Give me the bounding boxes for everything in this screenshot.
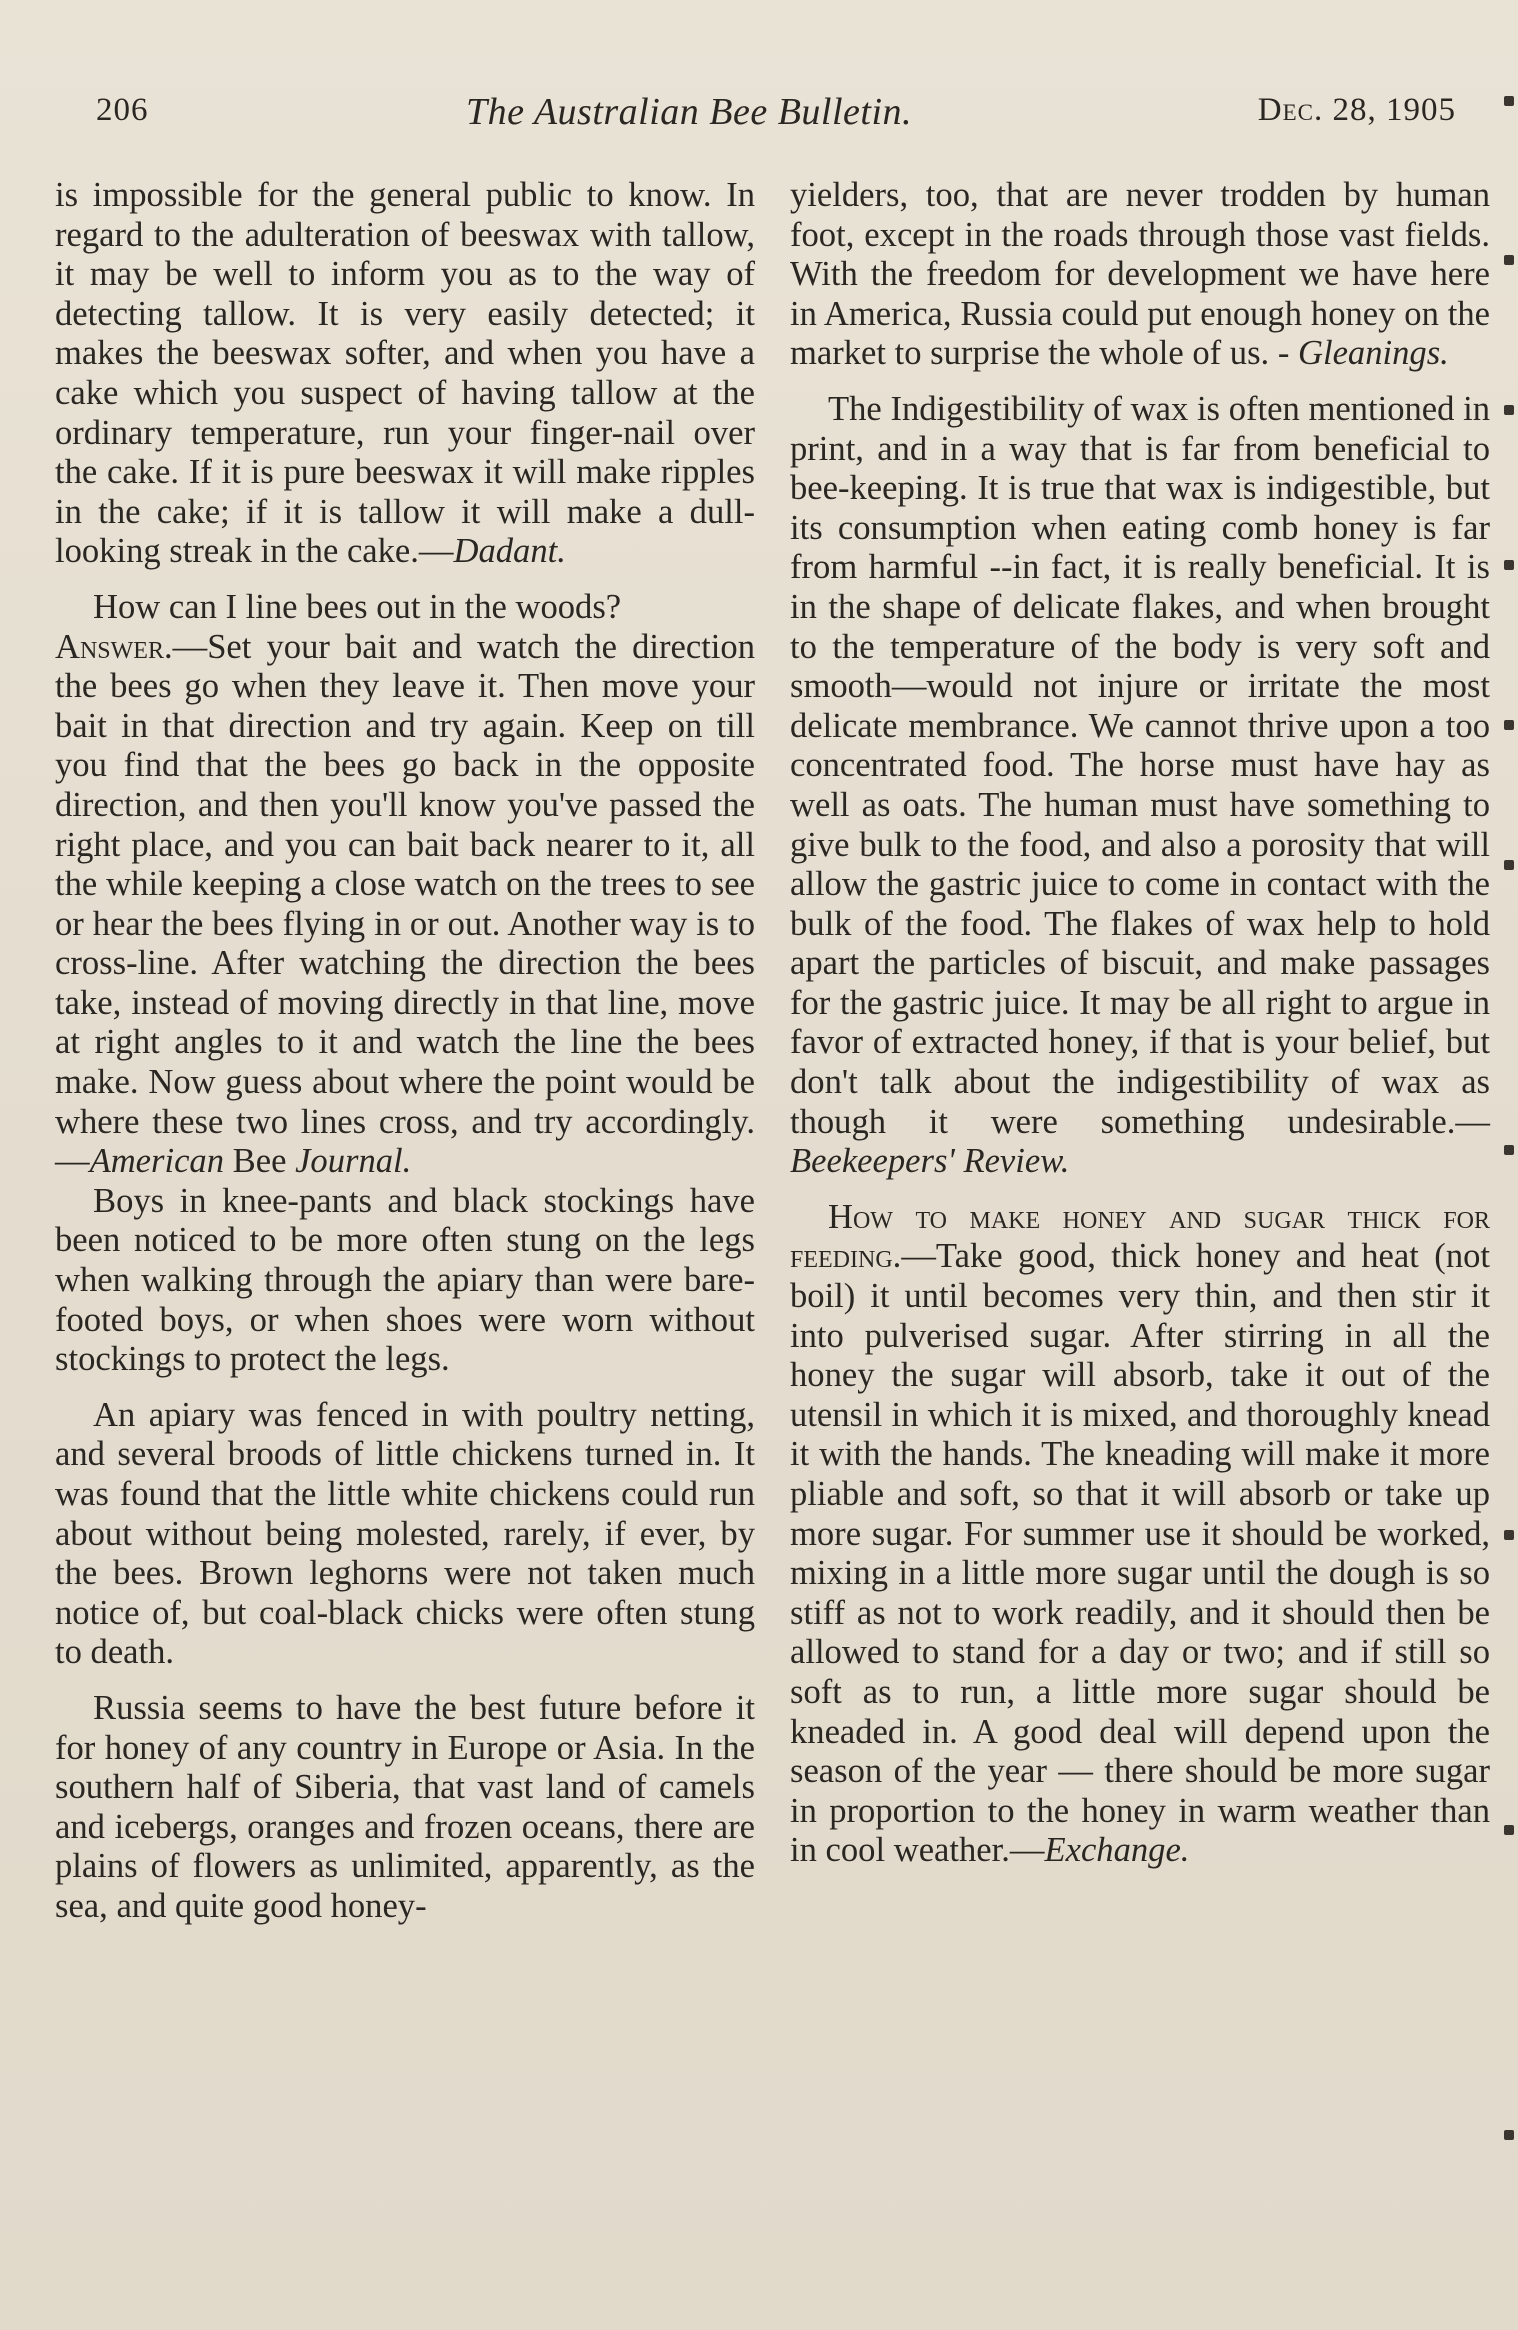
source-exchange: Exchange.: [1044, 1831, 1190, 1870]
answer-label: Answer.: [55, 627, 173, 666]
page-edge-mark: [1504, 860, 1514, 870]
paragraph-wax-indigestibility: The Indigestibility of wax is often mentioned in print, and in a way that is far from beneficial to bee-keeping. It is true that wax is indigestible, but its consumption when eating comb honey is far from harmful --in fact, it is really beneficial. It is in the shape of delicate flakes, and when brought to the temperature of the body is very soft and smooth—would not injure or irritate the most delicate membrance. We cannot thrive upon a too concentrated food. The horse must have hay as well as oats. The human must have something to give bulk to the food, and also a porosity that will allow the gastric juice to come in contact with the bulk of the food. The flakes of wax help to hold apart the particles of biscuit, and make passages for the gastric juice. It may be all right to argue in favor of extracted honey, if that is your belief, but don't talk about the indigestibility of wax as though it were something undesirable.—Beekeepers' Review.: [790, 389, 1490, 1181]
source-beekeepers-review: Beekeepers' Review.: [790, 1142, 1070, 1181]
issue-date: Dec. 28, 1905: [1257, 92, 1456, 128]
paragraph-russia-honey-continued: yielders, too, that are never trodden by human foot, except in the roads through those vast fields. With the freedom for development we have here in America, Russia could put enough honey on the market to surprise the whole of us. - Gleanings.: [790, 176, 1490, 373]
page-edge-mark: [1504, 2130, 1514, 2140]
page-edge-mark: [1504, 96, 1514, 106]
journal-title: The Australian Bee Bulletin.: [466, 91, 913, 133]
paragraph-russia-honey: Russia seems to have the best future before it for honey of any country in Europe or Asia. In the southern half of Siberia, that vast land of camels and icebergs, oranges and frozen oceans, there are plains of flowers as unlimited, apparently, as the sea, and quite good honey-: [55, 1688, 755, 1925]
page-edge-mark: [1504, 1825, 1514, 1835]
source-dadant: Dadant.: [453, 532, 566, 571]
page-edge-mark: [1504, 1145, 1514, 1155]
paragraph-question-lining-bees: How can I line bees out in the woods?: [93, 587, 622, 626]
paragraph-answer-lining-bees: Answer.—Set your bait and watch the direction the bees go when they leave it. Then move your bait in that direction and try again. Keep on till you find that the bees go back in the opposite direction, and then you'll know you've passed the right place, and you can bait back nearer to it, all the while keeping a close watch on the trees to see or hear the bees flying in or out. Another way is to cross-line. After watching the direction the bees take, instead of moving directly in that line, move at right angles to it and watch the line the bees make. Now guess about where the point would be where these two lines cross, and try accordingly.—American Bee Journal.: [55, 627, 755, 1181]
paragraph-wax-adulteration: is impossible for the general public to know. In regard to the adulteration of beeswax with tallow, it may be well to inform you as to the way of detecting tallow. It is very easily detected; it makes the beeswax softer, and when you have a cake which you suspect of having tallow at the ordinary temperature, run your finger-nail over the cake. If it is pure beeswax it will make ripples in the cake; if it is tallow it will make a dull-looking streak in the cake.—Dadant.: [55, 176, 755, 571]
paragraph-honey-sugar-feeding: How to make honey and sugar thick for feeding.—Take good, thick honey and heat (not boil) it until becomes very thin, and then stir it into pulverised sugar. After stirring in all the honey the sugar will absorb, take it out of the utensil in which it is mixed, and thoroughly knead it with the hands. The kneading will make it more pliable and soft, so that it will absorb or take up more sugar. For summer use it should be worked, mixing in a little more sugar until the dough is so stiff as not to work readily, and it should then be allowed to stand for a day or two; and if still so soft as to run, a little more sugar should be kneaded in. A good deal will depend upon the season of the year — there should be more sugar in proportion to the honey in warm weather than in cool weather.—Exchange.: [790, 1197, 1490, 1870]
paragraph-boys-stockings: Boys in knee-pants and black stockings have been noticed to be more often stung on the legs when walking through the apiary than were bare-footed boys, or when shoes were worn without stockings to protect the legs.: [55, 1181, 755, 1379]
page-edge-mark: [1504, 405, 1514, 415]
page-edge-mark: [1504, 560, 1514, 570]
page-edge-mark: [1504, 255, 1514, 265]
source-gleanings: Gleanings.: [1298, 334, 1449, 373]
heading-honey-sugar: How to make honey and sugar thick for feeding.: [790, 1197, 1490, 1276]
page-number: 206: [96, 92, 149, 128]
right-column: [790, 176, 1490, 1871]
left-column: [55, 176, 755, 1927]
page-edge-mark: [1504, 1530, 1514, 1540]
page-header: [96, 92, 1456, 136]
paragraph-apiary-chickens: An apiary was fenced in with poultry netting, and several broods of little chickens turned in. It was found that the little white chickens could run about without being molested, rarely, if ever, by the bees. Brown leghorns were not taken much notice of, but coal-black chicks were often stung to death.: [55, 1395, 755, 1672]
page-edge-mark: [1504, 720, 1514, 730]
